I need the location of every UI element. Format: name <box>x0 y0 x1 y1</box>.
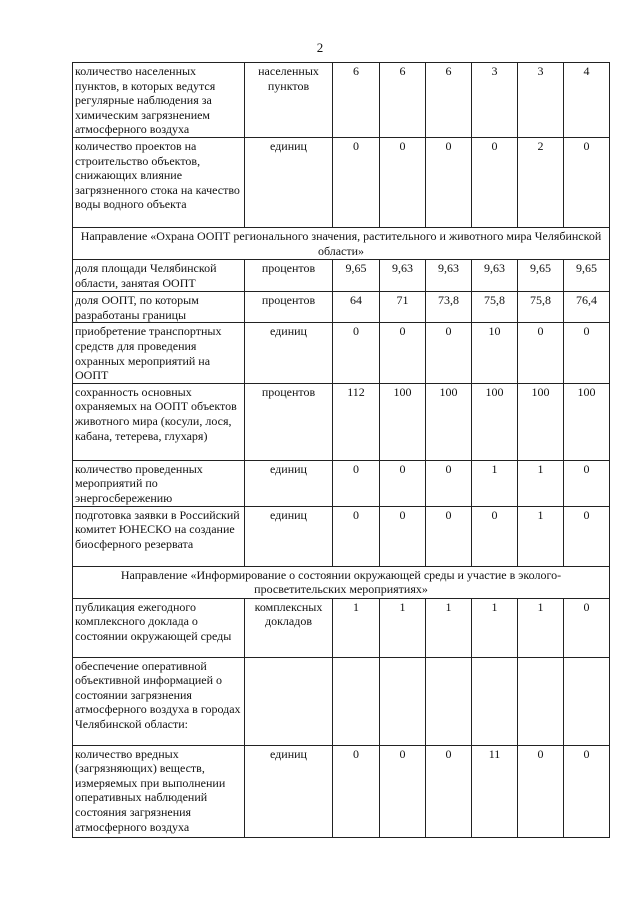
value-cell: 9,63 <box>380 260 426 292</box>
unit-cell: единиц <box>245 137 333 227</box>
unit-cell: комплексных докладов <box>245 598 333 657</box>
value-cell: 0 <box>380 323 426 383</box>
value-cell: 9,65 <box>333 260 380 292</box>
indicator-name-cell: количество проведенных мероприятий по энергосбережению <box>73 460 245 506</box>
unit-cell: единиц <box>245 460 333 506</box>
value-cell: 0 <box>380 506 426 566</box>
value-cell: 0 <box>426 745 472 837</box>
value-cell: 1 <box>518 506 564 566</box>
value-cell: 1 <box>472 460 518 506</box>
value-cell: 0 <box>564 598 610 657</box>
unit-cell: процентов <box>245 292 333 323</box>
value-cell: 100 <box>472 383 518 460</box>
value-cell: 1 <box>472 598 518 657</box>
value-cell: 100 <box>426 383 472 460</box>
value-cell <box>564 657 610 745</box>
value-cell: 100 <box>380 383 426 460</box>
value-cell: 0 <box>380 137 426 227</box>
table-row <box>73 657 610 745</box>
value-cell <box>380 657 426 745</box>
value-cell: 3 <box>472 63 518 138</box>
value-cell: 0 <box>564 460 610 506</box>
value-cell: 0 <box>564 137 610 227</box>
value-cell: 0 <box>472 137 518 227</box>
value-cell: 0 <box>380 460 426 506</box>
value-cell: 1 <box>518 598 564 657</box>
indicator-name-cell: количество населенных пунктов, в которых ведутся регулярные наблюдения за химическим загрязнением атмосферного воздуха <box>73 63 245 138</box>
value-cell: 73,8 <box>426 292 472 323</box>
value-cell: 1 <box>333 598 380 657</box>
value-cell: 100 <box>518 383 564 460</box>
table-row <box>73 383 610 460</box>
value-cell: 76,4 <box>564 292 610 323</box>
value-cell: 6 <box>380 63 426 138</box>
value-cell: 0 <box>518 745 564 837</box>
value-cell: 10 <box>472 323 518 383</box>
value-cell: 0 <box>333 745 380 837</box>
indicator-name-cell: количество проектов на строительство объектов, снижающих влияние загрязненного стока на качество воды водного объекта <box>73 137 245 227</box>
unit-cell: единиц <box>245 323 333 383</box>
unit-cell: процентов <box>245 383 333 460</box>
value-cell <box>472 657 518 745</box>
indicator-name-cell: приобретение транспортных средств для проведения охранных мероприятий на ООПТ <box>73 323 245 383</box>
section-header-row <box>73 566 610 598</box>
table-row <box>73 598 610 657</box>
unit-cell: процентов <box>245 260 333 292</box>
value-cell: 0 <box>426 323 472 383</box>
indicator-name-cell: количество вредных (загрязняющих) веществ, измеряемых при выполнении оперативных наблюдений состояния загрязнения атмосферного воздуха <box>73 745 245 837</box>
value-cell: 112 <box>333 383 380 460</box>
unit-cell: населенных пунктов <box>245 63 333 138</box>
indicators-table <box>72 62 610 838</box>
table-row <box>73 460 610 506</box>
value-cell: 0 <box>426 137 472 227</box>
indicator-name-cell: сохранность основных охраняемых на ООПТ объектов животного мира (косули, лося, кабана, тетерева, глухаря) <box>73 383 245 460</box>
table-row <box>73 292 610 323</box>
value-cell: 0 <box>564 323 610 383</box>
value-cell: 75,8 <box>472 292 518 323</box>
value-cell: 0 <box>333 506 380 566</box>
value-cell: 0 <box>380 745 426 837</box>
value-cell: 1 <box>380 598 426 657</box>
table-row <box>73 506 610 566</box>
page-number: 2 <box>316 40 324 55</box>
table-row <box>73 260 610 292</box>
value-cell: 9,65 <box>564 260 610 292</box>
table-row <box>73 63 610 138</box>
value-cell: 0 <box>333 460 380 506</box>
value-cell: 0 <box>426 506 472 566</box>
value-cell: 0 <box>333 323 380 383</box>
value-cell <box>426 657 472 745</box>
value-cell: 9,63 <box>426 260 472 292</box>
table-row <box>73 745 610 837</box>
value-cell: 4 <box>564 63 610 138</box>
table-row <box>73 137 610 227</box>
value-cell: 75,8 <box>518 292 564 323</box>
indicator-name-cell: доля площади Челябинской области, занятая ООПТ <box>73 260 245 292</box>
indicator-name-cell: обеспечение оперативной объективной информацией о состоянии загрязнения атмосферного воздуха в городах Челябинской области: <box>73 657 245 745</box>
section-title: Направление «Информирование о состоянии окружающей среды и участие в эколого-просветительских мероприятиях» <box>73 566 610 598</box>
value-cell: 0 <box>426 460 472 506</box>
value-cell: 11 <box>472 745 518 837</box>
value-cell <box>518 657 564 745</box>
indicator-name-cell: подготовка заявки в Российский комитет ЮНЕСКО на создание биосферного резервата <box>73 506 245 566</box>
value-cell: 3 <box>518 63 564 138</box>
value-cell <box>333 657 380 745</box>
indicator-name-cell: публикация ежегодного комплексного доклада о состоянии окружающей среды <box>73 598 245 657</box>
value-cell: 71 <box>380 292 426 323</box>
value-cell: 1 <box>426 598 472 657</box>
value-cell: 0 <box>333 137 380 227</box>
value-cell: 0 <box>518 323 564 383</box>
value-cell: 0 <box>564 506 610 566</box>
section-title: Направление «Охрана ООПТ регионального значения, растительного и животного мира Челябинской области» <box>73 227 610 259</box>
value-cell: 100 <box>564 383 610 460</box>
table-row <box>73 323 610 383</box>
value-cell: 6 <box>426 63 472 138</box>
value-cell: 9,63 <box>472 260 518 292</box>
unit-cell: единиц <box>245 506 333 566</box>
value-cell: 0 <box>472 506 518 566</box>
indicator-name-cell: доля ООПТ, по которым разработаны границы <box>73 292 245 323</box>
unit-cell: единиц <box>245 745 333 837</box>
section-header-row <box>73 227 610 259</box>
value-cell: 6 <box>333 63 380 138</box>
value-cell: 1 <box>518 460 564 506</box>
value-cell: 2 <box>518 137 564 227</box>
value-cell: 0 <box>564 745 610 837</box>
unit-cell <box>245 657 333 745</box>
table-body <box>73 63 610 838</box>
value-cell: 9,65 <box>518 260 564 292</box>
value-cell: 64 <box>333 292 380 323</box>
